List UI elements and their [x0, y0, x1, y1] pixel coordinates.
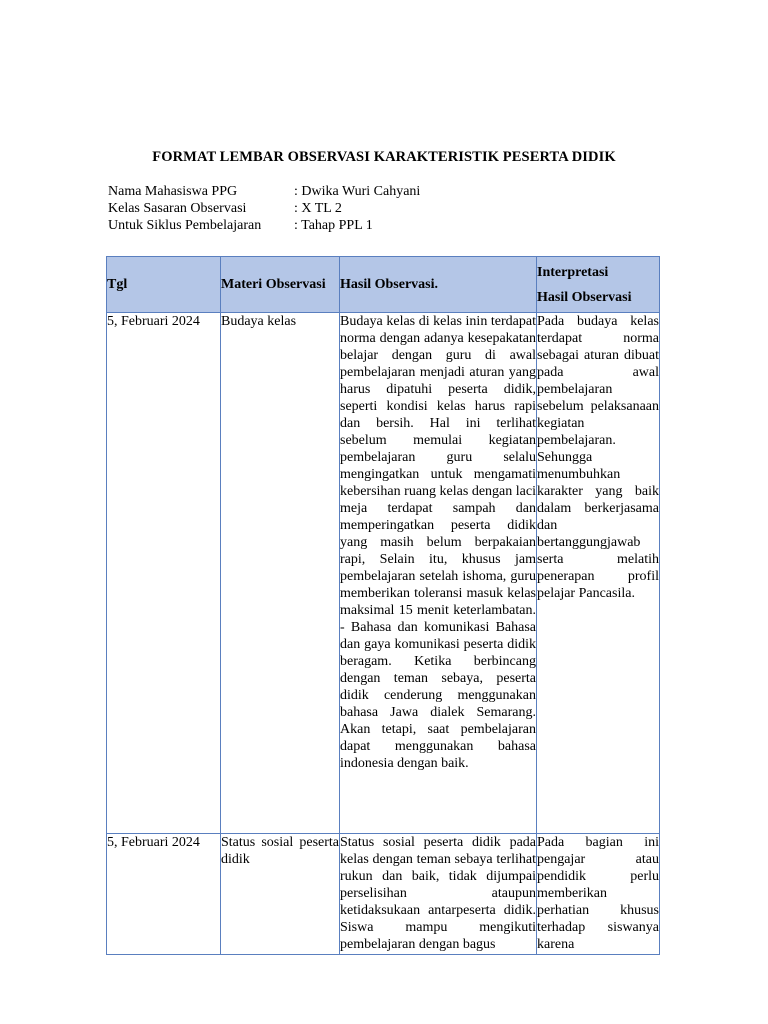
header-interpretasi — [537, 257, 660, 313]
meta-label: Nama Mahasiswa PPG — [108, 184, 238, 199]
cell-interpretasi: Pada bagian ini pengajar atau pendidik perlu memberikan perhatian khusus terhadap siswanya karena — [537, 834, 660, 955]
page-title: FORMAT LEMBAR OBSERVASI KARAKTERISTIK PESERTA DIDIK — [152, 149, 616, 165]
header-interpretasi-line1: Interpretasi — [537, 264, 609, 280]
meta-row-nama — [108, 183, 420, 200]
meta-row-siklus — [108, 217, 420, 234]
meta-value: : Dwika Wuri Cahyani — [294, 184, 421, 199]
cell-hasil: Budaya kelas di kelas inin terdapat norma dengan adanya kesepakatan belajar dengan guru di awal pembelajaran menjadi aturan yang harus dipatuhi peserta didik, seperti kondisi kelas harus rapi dan bersih. Hal ini terlihat sebelum memulai kegiatan pembelajaran guru selalu mengingatkan untuk mengamati kebersihan ruang kelas dengan laci meja terdapat sampah dan memperingatkan peserta didik yang masih belum berpakaian rapi, Selain itu, khusus jam pembelajaran setelah ishoma, guru memberikan toleransi masuk kelas maksimal 15 menit keterlambatan. - Bahasa dan komunikasi Bahasa dan gaya komunikasi peserta didik beragam. Ketika berbincang dengan teman sebaya, peserta didik cenderung menggunakan bahasa Jawa dialek Semarang. Akan tetapi, saat pembelajaran dapat menggunakan bahasa indonesia dengan baik. — [340, 313, 537, 834]
cell-materi: Budaya kelas — [221, 313, 340, 834]
table-row — [107, 834, 660, 955]
observer-info — [108, 183, 420, 234]
meta-value: : X TL 2 — [294, 201, 342, 216]
header-interpretasi-line2: Hasil Observasi — [537, 289, 632, 305]
cell-tanggal: 5, Februari 2024 — [107, 313, 221, 834]
header-materi: Materi Observasi — [221, 257, 340, 313]
table-header-row — [107, 257, 660, 313]
meta-label: Kelas Sasaran Observasi — [108, 201, 247, 216]
cell-tanggal: 5, Februari 2024 — [107, 834, 221, 955]
meta-row-kelas — [108, 200, 420, 217]
meta-value: : Tahap PPL 1 — [294, 218, 373, 233]
table-row — [107, 313, 660, 834]
meta-label: Untuk Siklus Pembelajaran — [108, 218, 262, 233]
header-hasil: Hasil Observasi. — [340, 257, 537, 313]
cell-hasil: Status sosial peserta didik pada kelas dengan teman sebaya terlihat rukun dan baik, tidak dijumpai perselisihan ataupun ketidaksukaan antarpeserta didik. Siswa mampu mengikuti pembelajaran dengan bagus — [340, 834, 537, 955]
cell-materi: Status sosial peserta didik — [221, 834, 340, 955]
cell-interpretasi: Pada budaya kelas terdapat norma sebagai aturan dibuat pada awal pembelajaran sebelum pelaksanaan kegiatan pembelajaran. Sehungga menumbuhkan karakter yang baik dalam berkerjasama dan bertanggungjawab serta melatih penerapan profil pelajar Pancasila. — [537, 313, 660, 834]
observation-table — [106, 256, 660, 955]
header-tgl: Tgl — [107, 257, 221, 313]
